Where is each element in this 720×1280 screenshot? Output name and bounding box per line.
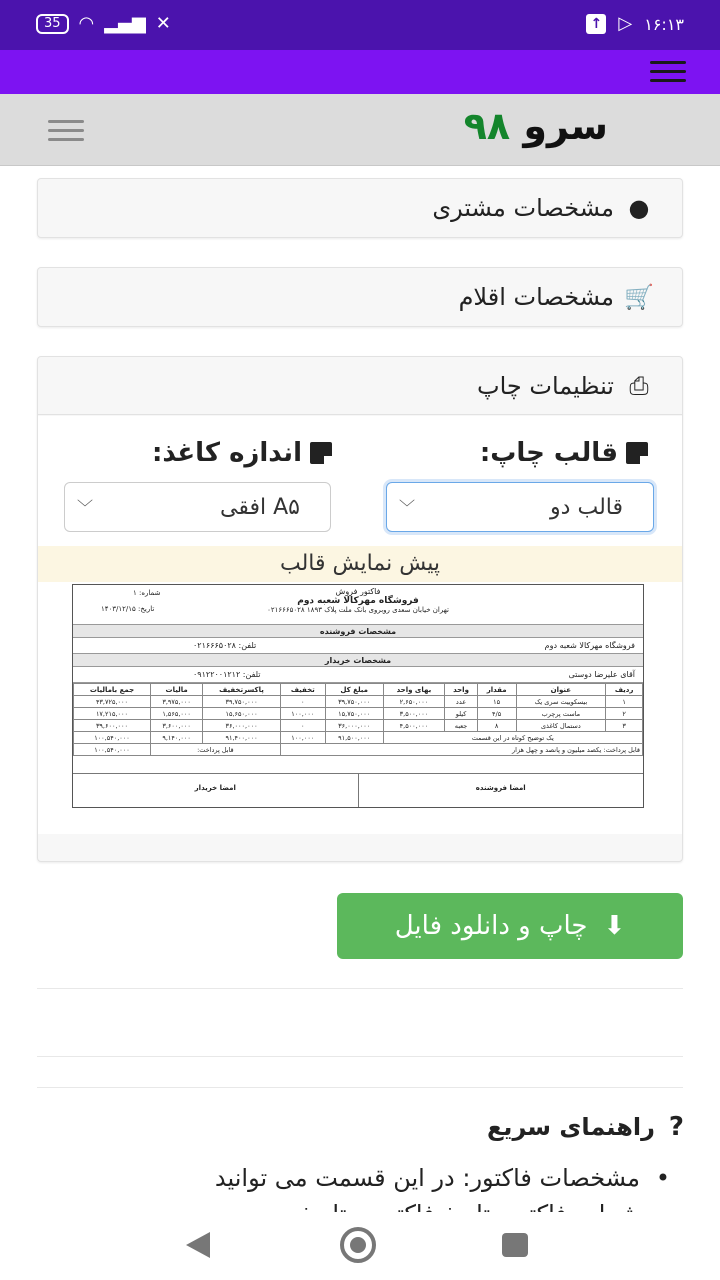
buyer-phone: تلفن: ۰۹۱۲۲۰۰۱۲۱۲ bbox=[193, 670, 261, 679]
upload-icon: ↑ bbox=[586, 14, 606, 34]
home-icon[interactable] bbox=[340, 1227, 376, 1263]
divider bbox=[37, 988, 683, 989]
help-item: • مشخصات فاکتور: در این قسمت می توانید bbox=[80, 1160, 640, 1204]
invoice-type: فاکتور فروش bbox=[335, 587, 381, 596]
chevron-down-icon: ﹀ bbox=[77, 498, 94, 517]
help-title bbox=[487, 1112, 684, 1142]
print-download-label: چاپ و دانلود فایل bbox=[394, 911, 588, 941]
cell: ۳۹,۶۰۰,۰۰۰ bbox=[74, 720, 151, 732]
items-section-title: مشخصات اقلام bbox=[458, 283, 614, 311]
back-icon[interactable] bbox=[186, 1232, 210, 1258]
cell: ۳۹,۷۵۰,۰۰۰ bbox=[325, 696, 383, 708]
col-header: تخفیف bbox=[280, 684, 325, 696]
cell: ۳ bbox=[606, 720, 643, 732]
template-label-text: قالب چاپ: bbox=[479, 438, 618, 468]
col-header: مالیات bbox=[150, 684, 202, 696]
menu-toggle-icon[interactable] bbox=[48, 120, 84, 142]
brand-logo[interactable] bbox=[464, 104, 608, 148]
mute-icon: ✕ bbox=[155, 13, 171, 34]
cell: کیلو bbox=[445, 708, 477, 720]
print-download-button[interactable] bbox=[337, 893, 683, 959]
col-header: جمع بامالیات bbox=[74, 684, 151, 696]
items-section[interactable] bbox=[37, 267, 683, 327]
invoice-date: تاریخ: ۱۴۰۳/۱۲/۱۵ bbox=[101, 605, 155, 613]
table-row bbox=[74, 708, 643, 720]
print-settings-body bbox=[38, 416, 682, 834]
cell: ۴,۵۰۰,۰۰۰ bbox=[383, 720, 445, 732]
help-item-continued bbox=[80, 1196, 640, 1212]
app-toolbar bbox=[0, 50, 720, 94]
print-settings-title: تنظیمات چاپ bbox=[476, 371, 614, 400]
system-nav-bar bbox=[0, 1212, 720, 1280]
paper-size-label-text: اندازه کاغذ: bbox=[151, 438, 302, 468]
template-select-value: قالب دو bbox=[550, 494, 623, 520]
site-navbar bbox=[0, 94, 720, 166]
chevron-down-icon: ﹀ bbox=[399, 498, 416, 517]
customer-section[interactable] bbox=[37, 178, 683, 238]
recent-apps-icon[interactable] bbox=[502, 1233, 528, 1257]
question-icon: ? bbox=[668, 1112, 684, 1142]
signal-icon: ▂▄▆ bbox=[104, 13, 146, 34]
cell: ماست پرچرب bbox=[516, 708, 606, 720]
cell: ۱۵,۶۵۰,۰۰۰ bbox=[203, 708, 281, 720]
col-header: ردیف bbox=[606, 684, 643, 696]
paper-size-label bbox=[152, 438, 332, 468]
seller-phone: تلفن: ۰۲۱۶۶۶۵۰۲۸ bbox=[193, 641, 257, 650]
cell: ۳۶,۰۰۰,۰۰۰ bbox=[325, 720, 383, 732]
paper-size-select[interactable] bbox=[64, 482, 331, 532]
note-icon bbox=[310, 442, 332, 464]
printer-icon: ⎙ bbox=[629, 371, 649, 400]
cell: دستمال کاغذی bbox=[516, 720, 606, 732]
cell: بیسکوییت سری یک bbox=[516, 696, 606, 708]
cell: ۱۷,۲۱۵,۰۰۰ bbox=[74, 708, 151, 720]
signature-row bbox=[73, 773, 643, 807]
play-icon: ▷ bbox=[618, 13, 633, 34]
payable-row bbox=[74, 744, 643, 756]
cell: ۱۵ bbox=[477, 696, 516, 708]
print-settings-section bbox=[37, 356, 683, 862]
cell: ۳,۹۷۵,۰۰۰ bbox=[150, 696, 202, 708]
clock: ۱۶:۱۳ bbox=[644, 14, 684, 34]
cell: ۲,۶۵۰,۰۰۰ bbox=[383, 696, 445, 708]
cell: ۹,۱۴۰,۰۰۰ bbox=[150, 732, 202, 744]
cell: ۱۰۰,۵۴۰,۰۰۰ bbox=[74, 732, 151, 744]
help-title-text: راهنمای سریع bbox=[487, 1113, 655, 1141]
download-icon: ⬇ bbox=[603, 911, 626, 941]
seller-line bbox=[73, 638, 643, 654]
print-settings-header[interactable] bbox=[38, 357, 682, 415]
battery-icon: 35 bbox=[36, 14, 69, 34]
status-left bbox=[36, 14, 171, 34]
totals-row bbox=[74, 732, 643, 744]
cell: ۳,۵۰۰,۰۰۰ bbox=[383, 708, 445, 720]
hamburger-icon[interactable] bbox=[650, 61, 686, 83]
col-header: عنوان bbox=[516, 684, 606, 696]
col-header: پاکسرتخفیف bbox=[203, 684, 281, 696]
invoice-address: تهران خیابان سعدی روبروی بانک ملت پلاک ۱۸۹۳ ۰۲۱۶۶۶۵۰۲۸ bbox=[267, 606, 449, 614]
template-select[interactable] bbox=[386, 482, 654, 532]
buyer-line bbox=[73, 667, 643, 683]
divider bbox=[37, 1056, 683, 1057]
cell: ۱ bbox=[606, 696, 643, 708]
payable-words: قابل پرداخت: یکصد میلیون و پانصد و چهل هزار bbox=[280, 744, 642, 756]
cell: ۴۳,۷۲۵,۰۰۰ bbox=[74, 696, 151, 708]
col-header: مقدار bbox=[477, 684, 516, 696]
col-header: مبلغ کل bbox=[325, 684, 383, 696]
cell: ۱۰۰,۰۰۰ bbox=[280, 732, 325, 744]
cart-icon: 🛒 bbox=[624, 283, 654, 311]
col-header: واحد bbox=[445, 684, 477, 696]
invoice-store: فروشگاه مهرکالا شعبه دوم bbox=[297, 596, 419, 606]
user-circle-icon: ● bbox=[628, 194, 650, 222]
table-row bbox=[74, 696, 643, 708]
cell: ۱,۵۶۵,۰۰۰ bbox=[150, 708, 202, 720]
status-bar bbox=[0, 0, 720, 50]
seller-band: مشخصات فروشنده bbox=[73, 625, 643, 638]
buyer-band: مشخصات خریدار bbox=[73, 654, 643, 667]
cell: ۱۰۰,۰۰۰ bbox=[280, 708, 325, 720]
cell: عدد bbox=[445, 696, 477, 708]
seller-signature: امضا فروشنده bbox=[358, 774, 644, 807]
customer-section-title: مشخصات مشتری bbox=[432, 194, 614, 222]
payable-label: قابل پرداخت: bbox=[150, 744, 280, 756]
buyer-signature: امضا خریدار bbox=[194, 784, 236, 792]
seller-name: فروشگاه مهرکالا شعبه دوم bbox=[544, 641, 635, 650]
cell: ۹۱,۴۰۰,۰۰۰ bbox=[203, 732, 281, 744]
cell: ۳۶,۰۰۰,۰۰۰ bbox=[203, 720, 281, 732]
note-icon bbox=[626, 442, 648, 464]
cell: ۹۱,۵۰۰,۰۰۰ bbox=[325, 732, 383, 744]
invoice-preview bbox=[72, 584, 644, 808]
cell: ۳,۶۰۰,۰۰۰ bbox=[150, 720, 202, 732]
col-header: بهای واحد bbox=[383, 684, 445, 696]
preview-title: پیش نمایش قالب bbox=[38, 546, 682, 582]
note-cell: یک توضیح کوتاه در این قسمت bbox=[383, 732, 642, 744]
cell: ۱۵,۷۵۰,۰۰۰ bbox=[325, 708, 383, 720]
brand-text: سرو bbox=[523, 104, 608, 148]
paper-size-select-value: A۵ افقی bbox=[220, 494, 300, 520]
items-table bbox=[73, 683, 643, 756]
divider bbox=[37, 1087, 683, 1088]
table-row bbox=[74, 720, 643, 732]
cell: جعبه bbox=[445, 720, 477, 732]
payable-value: ۱۰۰,۵۴۰,۰۰۰ bbox=[74, 744, 151, 756]
cell: ۸ bbox=[477, 720, 516, 732]
cell: ۳۹,۷۵۰,۰۰۰ bbox=[203, 696, 281, 708]
cell: ۴/۵ bbox=[477, 708, 516, 720]
invoice-number: شماره: ۱ bbox=[133, 589, 161, 597]
template-label bbox=[480, 438, 648, 468]
status-right bbox=[586, 14, 684, 34]
invoice-header bbox=[73, 585, 643, 625]
cell: ۰ bbox=[280, 720, 325, 732]
items-table-header bbox=[74, 684, 643, 696]
wifi-icon: ◠ bbox=[78, 13, 95, 34]
buyer-name: آقای علیرضا دوستی bbox=[568, 670, 635, 679]
cell: ۲ bbox=[606, 708, 643, 720]
brand-number: ۹۸ bbox=[463, 104, 511, 148]
cell: ۰ bbox=[280, 696, 325, 708]
